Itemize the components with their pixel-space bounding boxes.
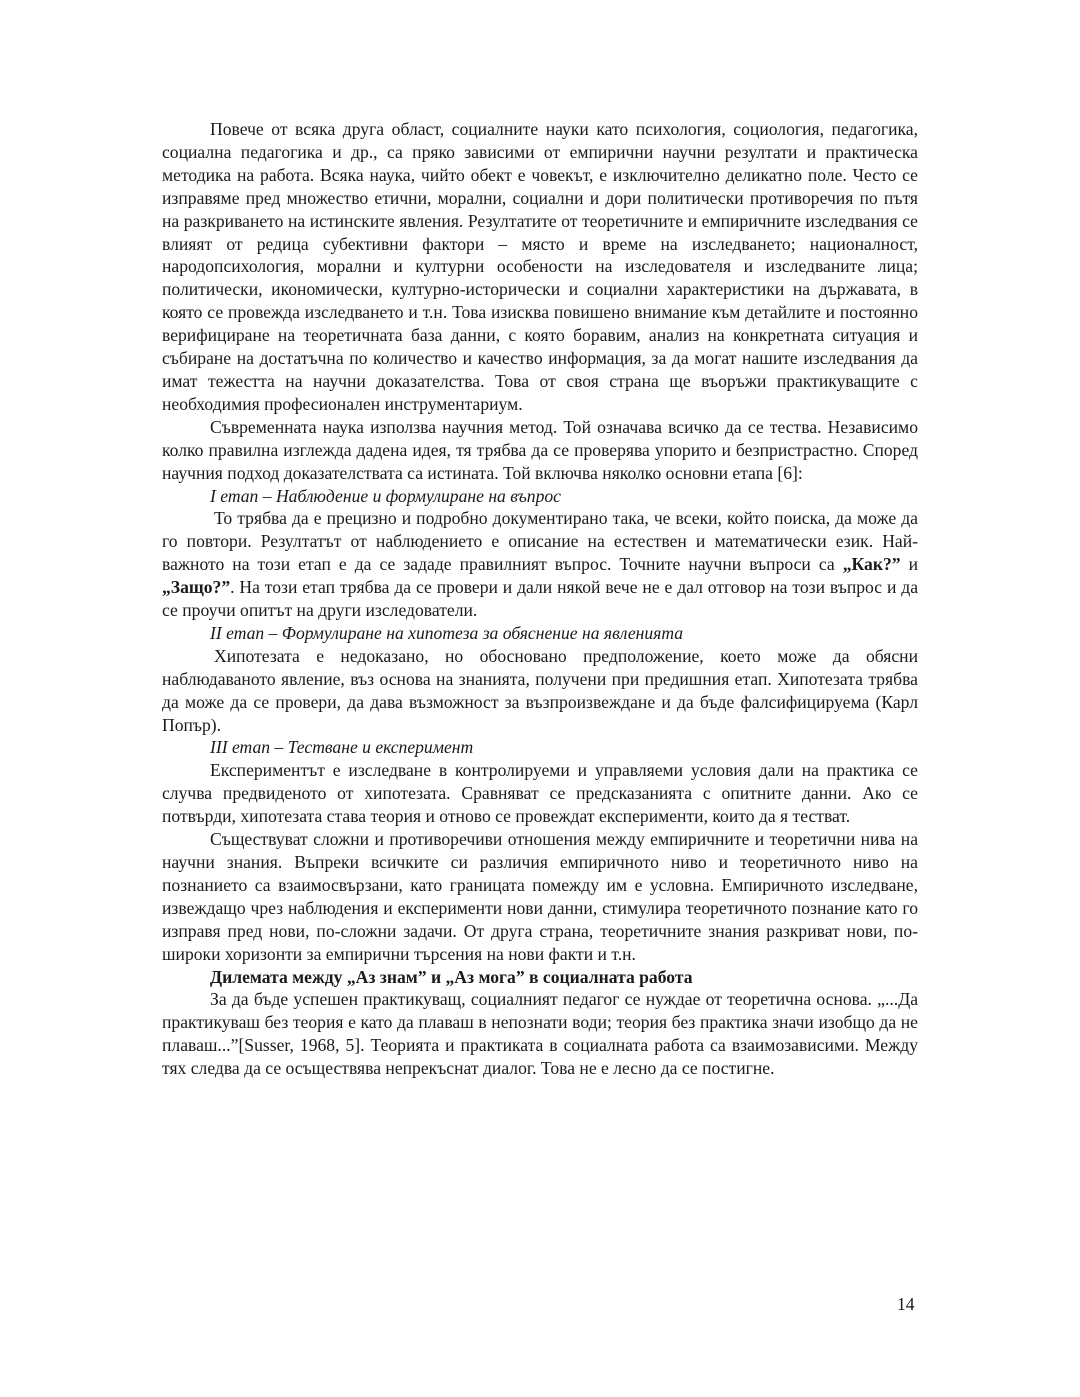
paragraph-stage-3: Експериментът е изследване в контролируеми и управляеми условия дали на практика се случва предвиденото от хипотезата. Сравняват се предсказанията с опитните данни. Ако се потвърди, хипотезата става теория и отново се провеждат експерименти, които да я тестват. xyxy=(162,760,918,827)
paragraph-stage-2: Хипотезата е недоказано, но обосновано предположение, което може да обясни наблюдаваното явление, въз основа на знанията, получени при предишния етап. Хипотезата трябва да може да се провери, да дава възможност за възпроизвеждане и да бъде фалсифицируема (Карл Попър). xyxy=(162,645,918,735)
question-why: „Защо?” xyxy=(162,577,231,598)
paragraph-intro: Повече от всяка друга област, социалните науки като психология, социология, педагогика, социална педагогика и др., са пряко зависими от емпирични научни резултати и практическа методика на работа. Всяка наука, чийто обект е човекът, е изключително деликатно поле. Често се изправяме пред множество етични, морални, социални и дори политически противоречия по пътя на разкриването на истинските явления. Резултатите от теоретичните и емпиричните изследвания се влияят от редица субективни фактори – място и време на изследването; националност, народопсихология, морални и културни особености на изследователя и изследваните лица; политически, икономически, културно-исторически и социални характеристики на държавата, в която се провежда изследването и т.н. Това изисква повишено внимание към детайлите и постоянно верифициране на теоретичната база данни, с която боравим, анализ на конкретната ситуация и събиране на достатъчна по количество и качество информация, за да могат нашите изследвания да имат тежестта на научни доказателства. Това от своя страна ще въоръжи практикуващите с необходимия професионален инструментариум. xyxy=(162,119,918,414)
question-how: „Как?” xyxy=(842,554,901,575)
page-number: 14 xyxy=(897,1294,915,1314)
section-title: Дилемата между „Аз знам” и „Аз мога” в социалната работа xyxy=(210,966,693,987)
paragraph-theory-practice: За да бъде успешен практикуващ, социалният педагог се нуждае от теоретична основа. „...Да практикуваш без теория е като да плаваш в непознати води; теория без практика значи изобщо да не плаваш...”[Susser, 1968, 5]. Теорията и практиката в социалната работа са взаимозависими. Между тях следва да се осъществява непрекъснат диалог. Това не е лесно да се постигне. xyxy=(162,989,918,1079)
stage-2-title: II етап – Формулиране на хипотеза за обяснение на явленията xyxy=(210,622,684,643)
document-body xyxy=(162,118,918,1080)
paragraph-stage-1 xyxy=(162,507,918,622)
stage-1-title: I етап – Наблюдение и формулиране на въпрос xyxy=(210,485,561,506)
paragraph-scientific-method: Съвременната наука използва научния метод. Той означава всичко да се тества. Независимо колко правилна изглежда дадена идея, тя трябва да се проверява упорито и безпристрастно. Според научния подход доказателствата са истината. Той включва няколко основни етапа [6]: xyxy=(162,416,918,483)
stage-1-text-start: То трябва да е прецизно и подробно документирано така, че всеки, който поиска, да може да го повтори. Резултатът от наблюдението е описание на естествен и математически език. Най-важното на този етап е да се зададе правилният въпрос. Точните научни въпроси са xyxy=(162,508,918,575)
stage-3-title: III етап – Тестване и експеримент xyxy=(210,737,474,758)
conjunction-and: и xyxy=(900,554,918,575)
stage-1-text-end: . На този етап трябва да се провери и дали някой вече не е дал отговор на този въпрос и да се проучи опитът на други изследователи. xyxy=(162,577,918,621)
paragraph-empirical-theoretical: Съществуват сложни и противоречиви отношения между емпиричните и теоретични нива на научни знания. Въпреки всичките си различия емпиричното ниво и теоретичното ниво на познанието са взаимосвързани, като границата помежду им е условна. Емпиричното изследване, извеждащо чрез наблюдения и експерименти нови данни, стимулира теоретичното познание като го изправя пред нови, по-сложни задачи. От друга страна, теоретичните знания разкриват нови, по-широки хоризонти за емпирични търсения на нови факти и т.н. xyxy=(162,829,918,964)
